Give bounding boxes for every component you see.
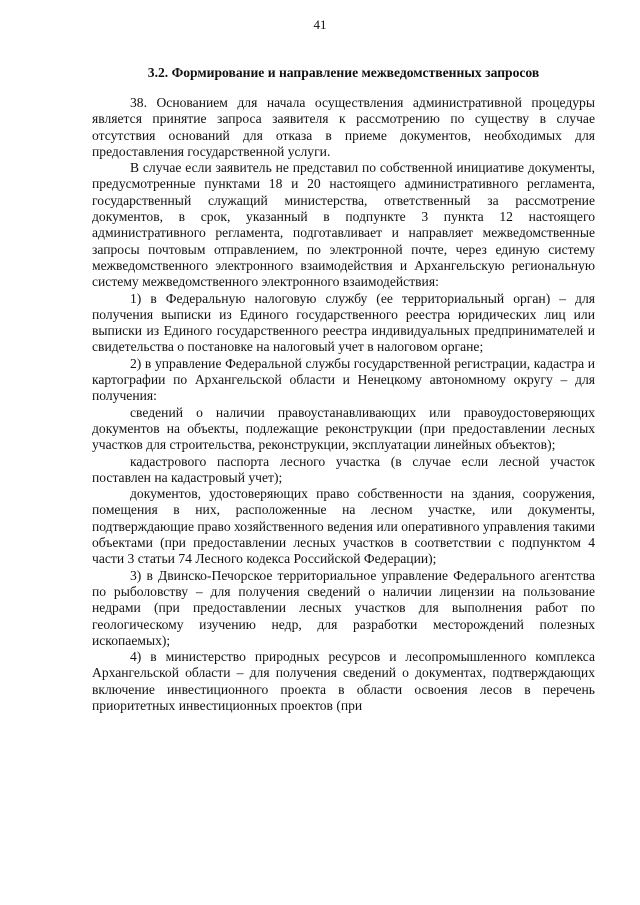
paragraph: В случае если заявитель не представил по собственной инициативе документы, предусмотренные пунктами 18 и 20 настоящего административного регламента, государственный служащий министерства, ответственный за рассмотрение документов, в срок, указанный в подпункте 3 пункта 12 настоящего административного регламента, подготавливает и направляет межведомственные запросы почтовым отправлением, по электронной почте, через единую систему межведомственного электронного взаимодействия и Архангельскую региональную систему межведомственного электронного взаимодействия: [92,160,595,290]
paragraph: 4) в министерство природных ресурсов и лесопромышленного комплекса Архангельской области – для получения сведений о документах, подтверждающих включение инвестиционного проекта в области освоения лесов в перечень приоритетных инвестиционных проектов (при [92,649,595,713]
paragraph: кадастрового паспорта лесного участка (в случае если лесной участок поставлен на кадастровый учет); [92,453,595,485]
section-heading: 3.2. Формирование и направление межведомственных запросов [147,65,540,80]
paragraph: 1) в Федеральную налоговую службу (ее территориальный орган) – для получения выписки из Единого государственного реестра юридических лиц или выписки из Единого государственного реестра индивидуальных предпринимателей и свидетельства о постановке на налоговый учет в налоговом органе; [92,290,595,355]
paragraph: сведений о наличии правоустанавливающих или правоудостоверяющих документов на объекты, подлежащие реконструкции (при предоставлении лесных участков для строительства, реконструкции, эксплуатации линейных объектов); [92,404,595,453]
page-number: 41 [313,17,327,32]
paragraph: 38. Основанием для начала осуществления административной процедуры является принятие запроса заявителя к рассмотрению по существу в случае отсутствия оснований для отказа в приеме документов, необходимых для предоставления государственной услуги. [92,95,595,159]
paragraph: 2) в управление Федеральной службы государственной регистрации, кадастра и картографии по Архангельской области и Ненецкому автономному округу – для получения: [92,355,595,404]
paragraph: документов, удостоверяющих право собственности на здания, сооружения, помещения в них, расположенные на лесном участке, или документы, подтверждающие право хозяйственного ведения или оперативного управления такими объектами (при предоставлении лесных участков в соответствии с подпунктом 4 части 3 статьи 74 Лесного кодекса Российской Федерации); [92,486,595,567]
document-body [92,95,595,714]
paragraph: 3) в Двинско-Печорское территориальное управление Федерального агентства по рыболовству – для получения сведений о наличии лицензии на пользование недрами (при предоставлении лесных участков для выполнения работ по геологическому изучению недр, для разработки месторождений полезных ископаемых); [92,567,595,648]
